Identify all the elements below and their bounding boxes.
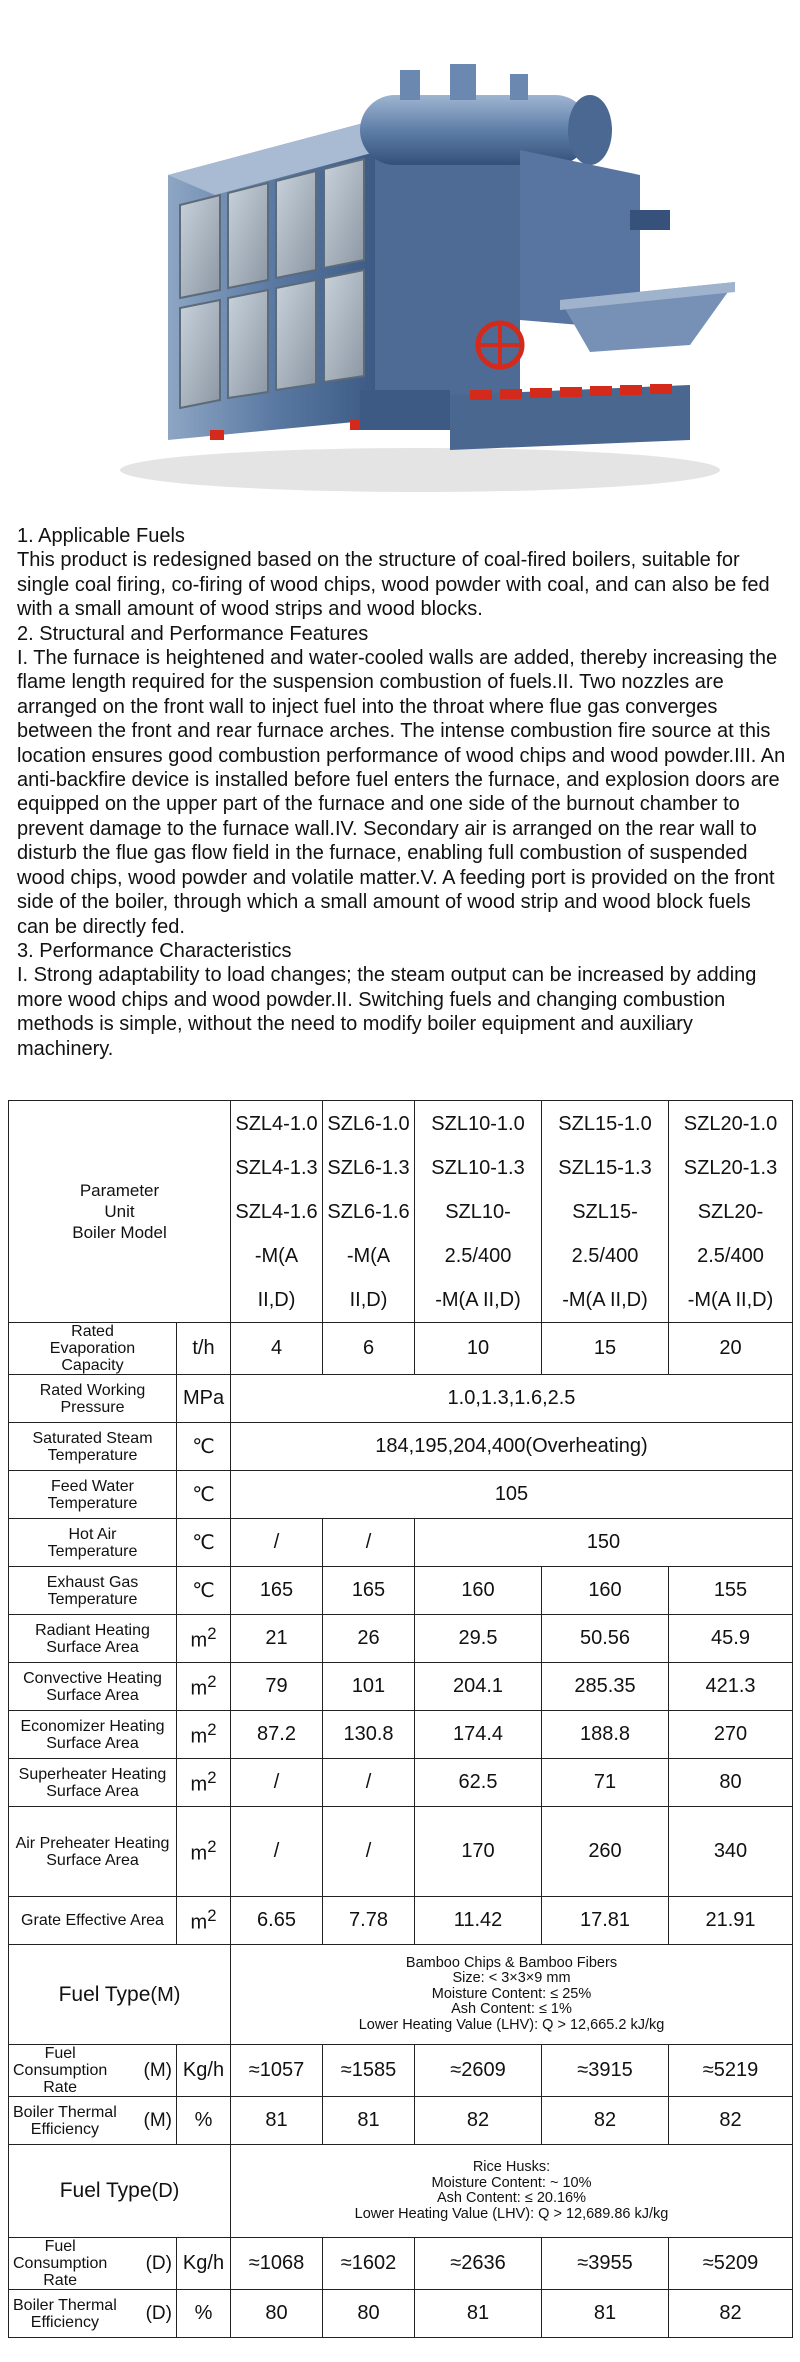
- row-suffix: (M): [143, 2110, 172, 2131]
- row-label-radiant: [9, 1615, 177, 1663]
- value-cell: 81: [323, 2097, 415, 2145]
- header-unit: Unit: [104, 1202, 135, 1221]
- value-cell: 81: [415, 2290, 542, 2338]
- header-label-cell: [9, 1101, 231, 1323]
- unit-cell: [177, 1897, 231, 1945]
- model-line: SZL20-: [697, 1200, 764, 1223]
- row-label-exhaust: [9, 1567, 177, 1615]
- label-stack: [13, 2297, 117, 2331]
- value-cell: 7.78: [323, 1897, 415, 1945]
- value-cell: 165: [231, 1567, 323, 1615]
- value-cell: 6.65: [231, 1897, 323, 1945]
- model-line: SZL10-1.3: [431, 1156, 525, 1179]
- model-line: SZL20-1.0: [683, 1112, 778, 1135]
- value-cell: 285.35: [542, 1663, 669, 1711]
- unit-cell: Kg/h: [177, 2238, 231, 2290]
- value-cell: ≈1068: [231, 2238, 323, 2290]
- header-boiler-model: Boiler Model: [72, 1223, 167, 1242]
- value-cell: 260: [542, 1807, 669, 1897]
- label-line: Surface Area: [46, 1638, 139, 1656]
- fuel-desc-line: Lower Heating Value (LHV): Q > 12,689.86 kJ/kg: [354, 2205, 669, 2222]
- model-cell-szl4: [231, 1101, 323, 1323]
- label-line: Consumption: [13, 2255, 108, 2272]
- label-line: Air Preheater Heating: [15, 1834, 170, 1852]
- value-cell: 174.4: [415, 1711, 542, 1759]
- label-line: Rate: [43, 2272, 78, 2289]
- table-row: [9, 1759, 793, 1807]
- unit-cell: ℃: [177, 1567, 231, 1615]
- row-label-consumption-m: [9, 2045, 177, 2097]
- label-wrapper: [13, 2297, 174, 2331]
- table-row: [9, 1323, 793, 1375]
- label-line: Temperature: [47, 1542, 138, 1560]
- value-cell: 62.5: [415, 1759, 542, 1807]
- label-line: Grate Effective Area: [21, 1912, 164, 1929]
- row-label-grate: [9, 1897, 177, 1945]
- label-line: Superheater Heating: [18, 1765, 167, 1783]
- label-line: Efficiency: [30, 2313, 99, 2331]
- label-line: Fuel: [44, 2238, 76, 2255]
- unit-cell: [177, 1615, 231, 1663]
- row-label-fuel-type-m: [9, 1945, 231, 2045]
- value-cell-merged: 150: [415, 1519, 793, 1567]
- value-cell: ≈5209: [669, 2238, 793, 2290]
- label-line: Temperature: [47, 1590, 138, 1608]
- value-cell: 170: [415, 1807, 542, 1897]
- value-cell: 26: [323, 1615, 415, 1663]
- model-line: SZL20-1.3: [683, 1156, 778, 1179]
- model-line: SZL4-1.3: [235, 1156, 318, 1179]
- label-line: Efficiency: [30, 2120, 99, 2138]
- value-cell: 15: [542, 1323, 669, 1375]
- header-parameter: Parameter: [79, 1181, 160, 1200]
- model-line: -M(A: [254, 1244, 299, 1267]
- value-cell-merged: 1.0,1.3,1.6,2.5: [231, 1375, 793, 1423]
- value-cell: 82: [669, 2290, 793, 2338]
- model-line: 2.5/400: [571, 1244, 639, 1267]
- model-cell-szl15: [542, 1101, 669, 1323]
- table-row: [9, 1375, 793, 1423]
- row-label-saturated: [9, 1423, 177, 1471]
- value-cell: 82: [542, 2097, 669, 2145]
- fuel-type-suffix: (D): [151, 2180, 180, 2202]
- value-cell: 130.8: [323, 1711, 415, 1759]
- unit-exponent: 2: [207, 1624, 217, 1644]
- value-cell: ≈5219: [669, 2045, 793, 2097]
- valve-wheel: [478, 323, 522, 367]
- value-cell: 21: [231, 1615, 323, 1663]
- table-row: [9, 2045, 793, 2097]
- table-row: [9, 1519, 793, 1567]
- value-cell: 165: [323, 1567, 415, 1615]
- row-label-economizer: [9, 1711, 177, 1759]
- unit-cell: [177, 1711, 231, 1759]
- label-line: Economizer Heating: [20, 1717, 165, 1735]
- row-label-convective: [9, 1663, 177, 1711]
- label-line: Rated Working: [39, 1381, 146, 1399]
- fuel-desc-line: Rice Husks:: [472, 2159, 551, 2175]
- unit-base: m: [190, 1629, 208, 1652]
- label-line: Surface Area: [46, 1782, 139, 1800]
- model-line: -M(A II,D): [562, 1288, 648, 1311]
- label-line: Surface Area: [46, 1734, 139, 1752]
- table-row: [9, 1567, 793, 1615]
- unit-base: m: [190, 1911, 208, 1934]
- label-line: Temperature: [47, 1494, 138, 1512]
- unit-cell: t/h: [177, 1323, 231, 1375]
- label-line: Evaporation: [49, 1340, 136, 1357]
- unit-cell: ℃: [177, 1423, 231, 1471]
- row-label-capacity: [9, 1323, 177, 1375]
- paragraph-performance-characteristics: I. Strong adaptability to load changes; the steam output can be increased by adding more wood chips and wood powder.II. Switching fuels and changing combustion methods is simple, without the need to modify boiler equipment and auxiliary machinery.: [17, 964, 757, 1060]
- unit-exponent: 2: [207, 1672, 217, 1692]
- row-label-pressure: [9, 1375, 177, 1423]
- value-cell: 188.8: [542, 1711, 669, 1759]
- model-cell-szl10: [415, 1101, 542, 1323]
- value-cell: 80: [231, 2290, 323, 2338]
- unit-cell: %: [177, 2097, 231, 2145]
- model-line: SZL15-1.0: [558, 1112, 652, 1135]
- unit-cell: %: [177, 2290, 231, 2338]
- row-label-airpreheater: [9, 1807, 177, 1897]
- unit-exponent: 2: [207, 1837, 217, 1857]
- model-line: -M(A II,D): [435, 1288, 521, 1311]
- value-cell: 71: [542, 1759, 669, 1807]
- fuel-description-d: [231, 2145, 793, 2238]
- model-line: SZL4-1.0: [235, 1112, 318, 1135]
- unit-cell: [177, 1807, 231, 1897]
- fuel-desc-line: Ash Content: ≤ 20.16%: [436, 2190, 587, 2206]
- value-cell: /: [231, 1519, 323, 1567]
- fuel-desc-line: Moisture Content: ~ 10%: [431, 2174, 592, 2191]
- table-row: [9, 1897, 793, 1945]
- value-cell: ≈3915: [542, 2045, 669, 2097]
- value-cell: ≈1057: [231, 2045, 323, 2097]
- value-cell: 6: [323, 1323, 415, 1375]
- label-wrapper: [13, 2238, 174, 2289]
- fuel-desc-line: Size: < 3×3×9 mm: [452, 1970, 571, 1987]
- value-cell-merged: 184,195,204,400(Overheating): [231, 1423, 793, 1471]
- fuel-type-label: Fuel Type: [58, 1982, 151, 2006]
- unit-base: m: [190, 1842, 208, 1865]
- label-stack: [13, 2045, 107, 2096]
- label-wrapper: [13, 2104, 174, 2138]
- table-row: [9, 2238, 793, 2290]
- row-label-feedwater: [9, 1471, 177, 1519]
- paragraph-applicable-fuels: This product is redesigned based on the structure of coal-fired boilers, suitable for single coal firing, co-firing of wood chips, wood powder with coal, and can also be fed with a small amount of wood strips and wood blocks.: [17, 549, 770, 621]
- fuel-type-label: Fuel Type: [59, 2179, 152, 2202]
- value-cell: 340: [669, 1807, 793, 1897]
- value-cell: 421.3: [669, 1663, 793, 1711]
- label-line: Saturated Steam: [32, 1429, 153, 1447]
- table-row: [9, 1615, 793, 1663]
- label-line: Boiler Thermal: [13, 2103, 117, 2121]
- value-cell: /: [323, 1759, 415, 1807]
- unit-cell: [177, 1663, 231, 1711]
- row-label-efficiency-m: [9, 2097, 177, 2145]
- label-wrapper: [13, 2045, 174, 2096]
- fuel-desc-line: Moisture Content: ≤ 25%: [431, 1985, 592, 2002]
- label-line: Temperature: [47, 1446, 138, 1464]
- table-header-row: [9, 1101, 793, 1323]
- model-line: -M(A: [346, 1244, 391, 1267]
- value-cell: 10: [415, 1323, 542, 1375]
- value-cell: 155: [669, 1567, 793, 1615]
- steam-drum: [360, 64, 612, 165]
- model-line: II,D): [349, 1288, 388, 1311]
- value-cell: 82: [415, 2097, 542, 2145]
- model-cell-szl6: [323, 1101, 415, 1323]
- model-line: SZL6-1.0: [327, 1112, 410, 1135]
- value-cell: /: [323, 1519, 415, 1567]
- unit-exponent: 2: [207, 1768, 217, 1788]
- unit-cell: MPa: [177, 1375, 231, 1423]
- fuel-desc-line: Bamboo Chips & Bamboo Fibers: [405, 1954, 618, 1971]
- model-line: SZL6-1.3: [327, 1156, 410, 1179]
- label-line: Radiant Heating: [35, 1621, 150, 1639]
- value-cell: 29.5: [415, 1615, 542, 1663]
- row-label-consumption-d: [9, 2238, 177, 2290]
- value-cell-merged: 105: [231, 1471, 793, 1519]
- value-cell: 204.1: [415, 1663, 542, 1711]
- model-line: SZL10-1.0: [431, 1112, 525, 1135]
- table-row: [9, 1945, 793, 2045]
- value-cell: ≈1585: [323, 2045, 415, 2097]
- value-cell: ≈1602: [323, 2238, 415, 2290]
- boiler-product-image: [0, 0, 800, 510]
- heading-performance-characteristics: 3. Performance Characteristics: [17, 939, 292, 962]
- value-cell: 79: [231, 1663, 323, 1711]
- value-cell: 81: [542, 2290, 669, 2338]
- row-label-superheater: [9, 1759, 177, 1807]
- row-suffix: (D): [145, 2303, 172, 2324]
- table-row: [9, 2097, 793, 2145]
- label-line: Boiler Thermal: [13, 2296, 117, 2314]
- model-cell-szl20: [669, 1101, 793, 1323]
- label-line: Capacity: [61, 1357, 124, 1374]
- table-row: [9, 1663, 793, 1711]
- boiler-illustration: [0, 0, 800, 510]
- heading-applicable-fuels: 1. Applicable Fuels: [17, 525, 185, 547]
- unit-cell: [177, 1759, 231, 1807]
- value-cell: 87.2: [231, 1711, 323, 1759]
- value-cell: ≈2636: [415, 2238, 542, 2290]
- value-cell: 270: [669, 1711, 793, 1759]
- unit-base: m: [190, 1677, 208, 1700]
- unit-cell: Kg/h: [177, 2045, 231, 2097]
- label-line: Feed Water: [51, 1477, 134, 1495]
- value-cell: 20: [669, 1323, 793, 1375]
- table-row: [9, 2145, 793, 2238]
- value-cell: 11.42: [415, 1897, 542, 1945]
- value-cell: /: [323, 1807, 415, 1897]
- value-cell: 50.56: [542, 1615, 669, 1663]
- model-line: 2.5/400: [697, 1244, 764, 1267]
- value-cell: 160: [542, 1567, 669, 1615]
- unit-exponent: 2: [207, 1720, 217, 1740]
- model-line: 2.5/400: [444, 1244, 512, 1267]
- value-cell: 160: [415, 1567, 542, 1615]
- fuel-desc-line: Lower Heating Value (LHV): Q > 12,665.2 kJ/kg: [358, 2016, 665, 2033]
- label-line: Rate: [43, 2079, 78, 2096]
- unit-base: m: [190, 1773, 208, 1796]
- value-cell: 81: [231, 2097, 323, 2145]
- value-cell: /: [231, 1759, 323, 1807]
- value-cell: ≈2609: [415, 2045, 542, 2097]
- table-row: [9, 2290, 793, 2338]
- fuel-description-m: [231, 1945, 793, 2045]
- value-cell: /: [231, 1807, 323, 1897]
- unit-base: m: [190, 1725, 208, 1748]
- value-cell: 21.91: [669, 1897, 793, 1945]
- unit-exponent: 2: [207, 1906, 217, 1926]
- model-line: SZL15-1.3: [558, 1156, 652, 1179]
- value-cell: ≈3955: [542, 2238, 669, 2290]
- label-stack: [13, 2238, 107, 2289]
- label-stack: [13, 2104, 117, 2138]
- table-row: [9, 1807, 793, 1897]
- value-cell: 45.9: [669, 1615, 793, 1663]
- label-line: Surface Area: [46, 1686, 139, 1704]
- value-cell: 80: [669, 1759, 793, 1807]
- label-line: Rated: [71, 1323, 114, 1340]
- value-cell: 101: [323, 1663, 415, 1711]
- row-label-hotair: [9, 1519, 177, 1567]
- value-cell: 82: [669, 2097, 793, 2145]
- label-line: Consumption: [13, 2062, 108, 2079]
- heading-structural-features: 2. Structural and Performance Features: [17, 622, 369, 645]
- row-suffix: (M): [143, 2060, 172, 2081]
- product-description: [17, 524, 787, 1061]
- paragraph-structural-features: I. The furnace is heightened and water-cooled walls are added, thereby increasing the flame length required for the suspension combustion of fuels.II. Two nozzles are arranged on the front wall to inject fuel into the throat where flue gas converges between the front and rear furnace arches. The intense combustion fire source at this location ensures good combustion performance of wood chips and wood powder.III. An anti-backfire device is installed before fuel enters the furnace, and explosion doors are equipped on the upper part of the furnace and one side of the burnout chamber to prevent damage to the furnace wall.IV. Secondary air is arranged on the rear wall to disturb the flue gas flow field in the furnace, enabling full combustion of suspended wood chips, wood powder and volatile matter.V. A feeding port is provided on the front side of the boiler, through which a small amount of wood strip and wood block fuels can be directly fed.: [17, 647, 786, 938]
- value-cell: 80: [323, 2290, 415, 2338]
- model-line: SZL10-: [445, 1200, 511, 1223]
- model-line: SZL15-: [572, 1200, 638, 1223]
- fuel-desc-line: Ash Content: ≤ 1%: [451, 2001, 572, 2018]
- row-label-efficiency-d: [9, 2290, 177, 2338]
- model-line: SZL6-1.6: [327, 1200, 410, 1223]
- model-line: -M(A II,D): [687, 1288, 774, 1311]
- row-label-fuel-type-d: [9, 2145, 231, 2238]
- table-row: [9, 1471, 793, 1519]
- table-row: [9, 1711, 793, 1759]
- unit-cell: ℃: [177, 1519, 231, 1567]
- label-line: Surface Area: [46, 1851, 139, 1869]
- unit-cell: ℃: [177, 1471, 231, 1519]
- label-line: Hot Air: [68, 1525, 117, 1543]
- fuel-type-suffix: (M): [150, 1983, 181, 2006]
- specification-table: [8, 1100, 793, 2338]
- label-line: Fuel: [44, 2045, 76, 2062]
- model-line: II,D): [257, 1288, 296, 1311]
- label-line: Exhaust Gas: [46, 1573, 139, 1591]
- label-line: Convective Heating: [23, 1669, 162, 1687]
- model-line: SZL4-1.6: [235, 1200, 318, 1223]
- value-cell: 17.81: [542, 1897, 669, 1945]
- label-line: Pressure: [60, 1398, 125, 1416]
- row-suffix: (D): [145, 2253, 172, 2274]
- value-cell: 4: [231, 1323, 323, 1375]
- table-row: [9, 1423, 793, 1471]
